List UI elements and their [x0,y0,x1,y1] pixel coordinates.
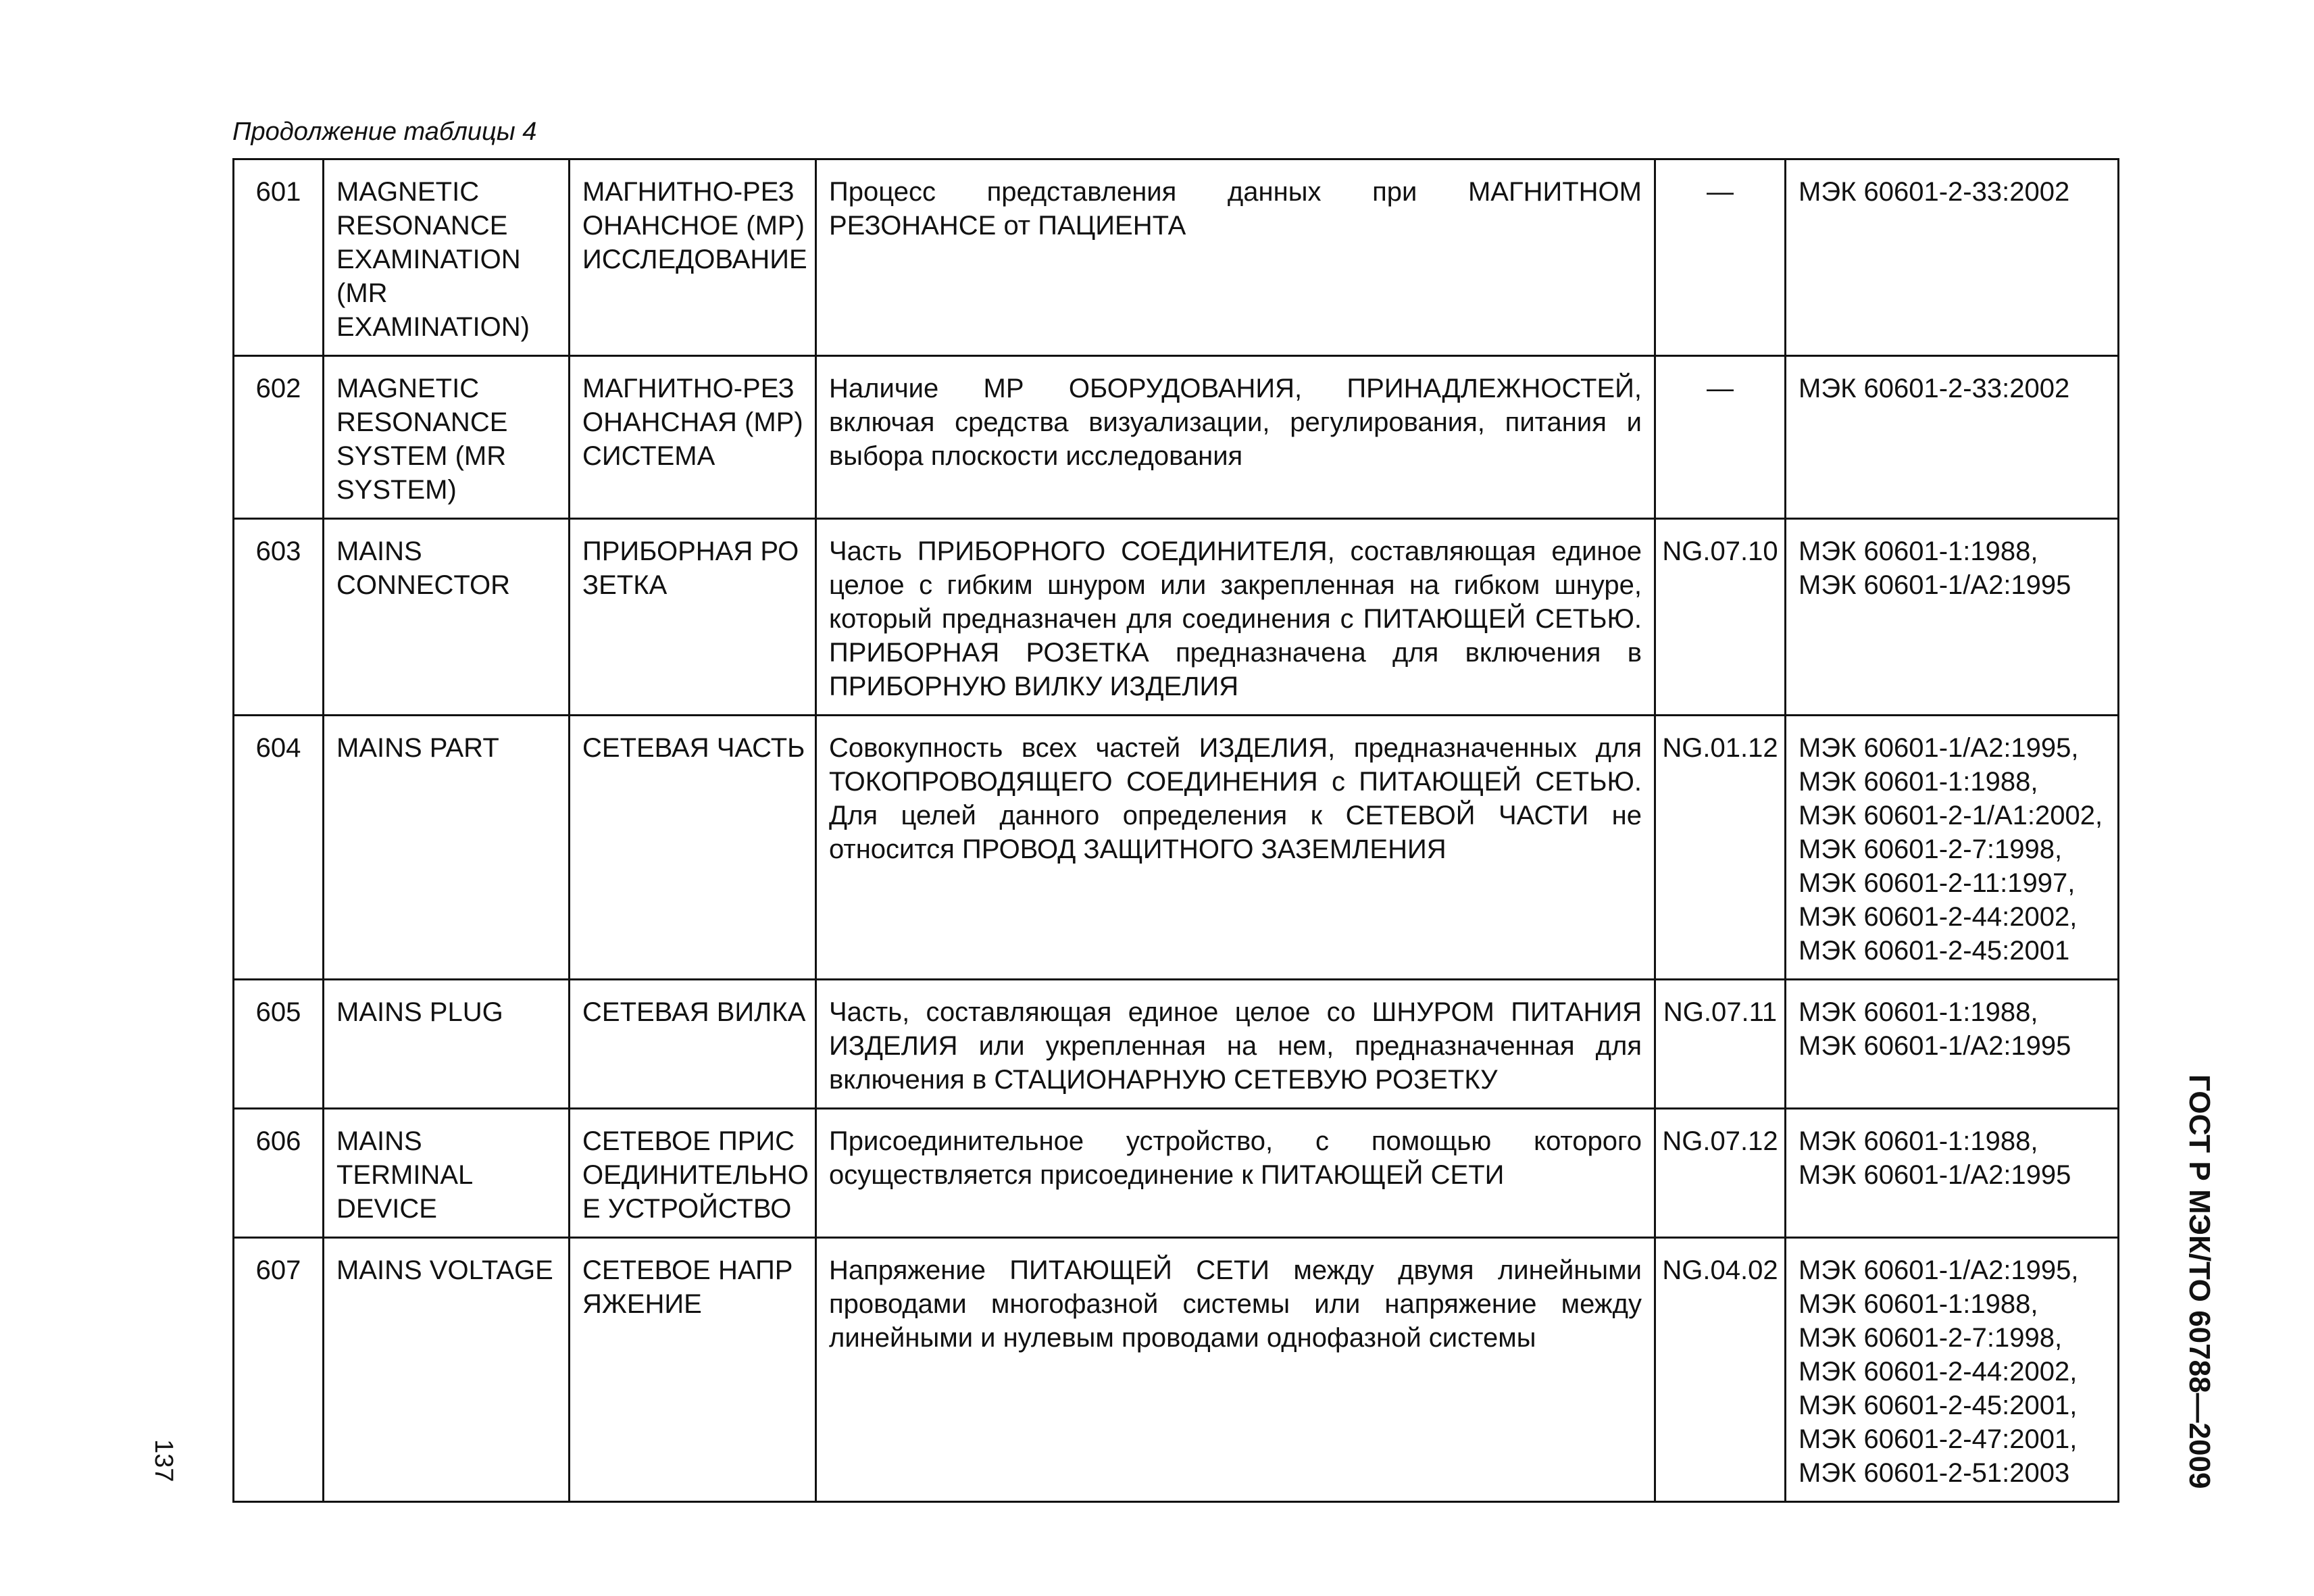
term-code [1655,980,1786,1109]
reference-line: МЭК 60601-2-51:2003 [1799,1458,2070,1488]
term-code [1655,519,1786,716]
cell-ru: МАГНИТНО-РЕЗОНАНСНОЕ (МР) ИССЛЕДОВАНИЕ [582,177,807,274]
term-references [1786,159,2119,356]
term-russian [570,716,816,980]
cell-num: 605 [255,997,301,1027]
reference-line: МЭК 60601-1:1988, [1799,537,2038,566]
term-russian [570,980,816,1109]
cell-def: Напряжение ПИТАЮЩЕЙ СЕТИ между двумя линейными проводами многофазной системы или напряжение между линейными и нулевым проводами однофазной системы [829,1255,1642,1353]
reference-line: МЭК 60601-2-44:2002, [1799,902,2078,932]
term-definition [816,980,1655,1109]
reference-line: МЭК 60601-1:1988, [1799,1289,2038,1319]
term-code [1655,159,1786,356]
term-english [324,356,570,519]
reference-line: МЭК 60601-1:1988, [1799,767,2038,797]
cell-code: NG.07.11 [1663,997,1778,1027]
reference-line: МЭК 60601-2-45:2001 [1799,936,2070,966]
reference-line: МЭК 60601-1/А2:1995 [1799,1031,2071,1061]
reference-line: МЭК 60601-2-7:1998, [1799,1323,2063,1353]
term-english [324,1238,570,1502]
cell-def: Присоединительное устройство, с помощью которого осуществляется присоединение к ПИТАЮЩЕЙ СЕТИ [829,1126,1642,1190]
reference-line: МЭК 60601-2-33:2002 [1799,374,2070,403]
term-code [1655,716,1786,980]
cell-num: 607 [255,1255,301,1285]
cell-num: 601 [255,177,301,207]
term-english [324,980,570,1109]
cell-def: Наличие МР ОБОРУДОВАНИЯ, ПРИНАДЛЕЖНОСТЕЙ, включая средства визуализации, регулирования, питания и выбора плоскости исследования [829,374,1642,471]
term-english [324,716,570,980]
cell-num: 602 [255,374,301,403]
cell-ru: СЕТЕВАЯ ЧАСТЬ [582,733,805,763]
table-row [234,716,2119,980]
table-row [234,519,2119,716]
term-russian [570,1109,816,1238]
cell-code: — [1707,374,1734,403]
reference-line: МЭК 60601-2-45:2001, [1799,1391,2078,1420]
term-number [234,1238,324,1502]
table-row [234,980,2119,1109]
cell-en: MAINS PART [336,733,499,763]
cell-ru: СЕТЕВОЕ НАПРЯЖЕНИЕ [582,1255,793,1319]
term-english [324,519,570,716]
term-russian [570,356,816,519]
cell-code: NG.04.02 [1662,1255,1778,1285]
term-references [1786,980,2119,1109]
term-russian [570,159,816,356]
reference-line: МЭК 60601-1:1988, [1799,997,2038,1027]
reference-line: МЭК 60601-2-47:2001, [1799,1424,2078,1454]
cell-en: MAGNETIC RESONANCE EXAMINATION (MR EXAMINATION) [336,177,530,342]
cell-ru: СЕТЕВАЯ ВИЛКА [582,997,806,1027]
term-english [324,159,570,356]
term-references [1786,1109,2119,1238]
reference-line: МЭК 60601-2-11:1997, [1799,868,2076,898]
term-definition [816,1109,1655,1238]
cell-code: NG.01.12 [1662,733,1778,763]
reference-line: МЭК 60601-1/А2:1995 [1799,1160,2071,1190]
term-number [234,980,324,1109]
term-number [234,356,324,519]
term-references [1786,356,2119,519]
reference-line: МЭК 60601-2-33:2002 [1799,177,2070,207]
term-russian [570,1238,816,1502]
term-number [234,519,324,716]
terms-table [232,158,2119,1503]
cell-def: Процесс представления данных при МАГНИТНОМ РЕЗОНАНСЕ от ПАЦИЕНТА [829,177,1642,241]
reference-line: МЭК 60601-2-1/А1:2002, [1799,801,2103,830]
term-references [1786,1238,2119,1502]
table-row [234,159,2119,356]
cell-ru: СЕТЕВОЕ ПРИСОЕДИНИТЕЛЬНОЕ УСТРОЙСТВО [582,1126,809,1224]
table-row [234,1238,2119,1502]
term-references [1786,519,2119,716]
cell-en: MAINS PLUG [336,997,503,1027]
cell-def: Часть, составляющая единое целое со ШНУРОМ ПИТАНИЯ ИЗДЕЛИЯ или укрепленная на нем, предназначенная для включения в СТАЦИОНАРНУЮ СЕТЕВУЮ РОЗЕТКУ [829,997,1642,1095]
term-number [234,159,324,356]
term-references [1786,716,2119,980]
cell-ru: МАГНИТНО-РЕЗОНАНСНАЯ (МР) СИСТЕМА [582,374,803,471]
reference-line: МЭК 60601-1:1988, [1799,1126,2038,1156]
cell-num: 606 [255,1126,301,1156]
reference-line: МЭК 60601-2-7:1998, [1799,834,2063,864]
table-row [234,1109,2119,1238]
document-designation: ГОСТ Р МЭК/ТО 60788—2009 [2183,1074,2216,1489]
cell-code: — [1707,177,1734,207]
reference-line: МЭК 60601-2-44:2002, [1799,1357,2078,1387]
term-code [1655,1238,1786,1502]
cell-en: MAINS VOLTAGE [336,1255,553,1285]
cell-num: 603 [255,537,301,566]
reference-line: МЭК 60601-1/А2:1995 [1799,570,2071,600]
cell-en: MAINS TERMINAL DEVICE [336,1126,472,1224]
cell-code: NG.07.12 [1662,1126,1778,1156]
cell-num: 604 [255,733,301,763]
term-code [1655,1109,1786,1238]
cell-code: NG.07.10 [1662,537,1778,566]
term-definition [816,716,1655,980]
term-definition [816,356,1655,519]
term-code [1655,356,1786,519]
term-russian [570,519,816,716]
table-caption: Продолжение таблицы 4 [232,118,537,146]
cell-en: MAGNETIC RESONANCE SYSTEM (MR SYSTEM) [336,374,508,505]
table-row [234,356,2119,519]
term-number [234,1109,324,1238]
cell-en: MAINS CONNECTOR [336,537,511,600]
reference-line: МЭК 60601-1/А2:1995, [1799,1255,2079,1285]
cell-ru: ПРИБОРНАЯ РОЗЕТКА [582,537,799,600]
term-definition [816,519,1655,716]
reference-line: МЭК 60601-1/А2:1995, [1799,733,2079,763]
term-definition [816,159,1655,356]
cell-def: Часть ПРИБОРНОГО СОЕДИНИТЕЛЯ, составляющая единое целое с гибким шнуром или закрепленная на гибком шнуре, который предназначен для соединения с ПИТАЮЩЕЙ СЕТЬЮ. ПРИБОРНАЯ РОЗЕТКА предназначена для включения в ПРИБОРНУЮ ВИЛКУ ИЗДЕЛИЯ [829,537,1642,701]
term-definition [816,1238,1655,1502]
term-english [324,1109,570,1238]
cell-def: Совокупность всех частей ИЗДЕЛИЯ, предназначенных для ТОКОПРОВОДЯЩЕГО СОЕДИНЕНИЯ с ПИТАЮЩЕЙ СЕТЬЮ. Для целей данного определения к СЕТЕВОЙ ЧАСТИ не относится ПРОВОД ЗАЩИТНОГО ЗАЗЕМЛЕНИЯ [829,733,1642,864]
term-number [234,716,324,980]
page-number: 137 [149,1439,178,1482]
